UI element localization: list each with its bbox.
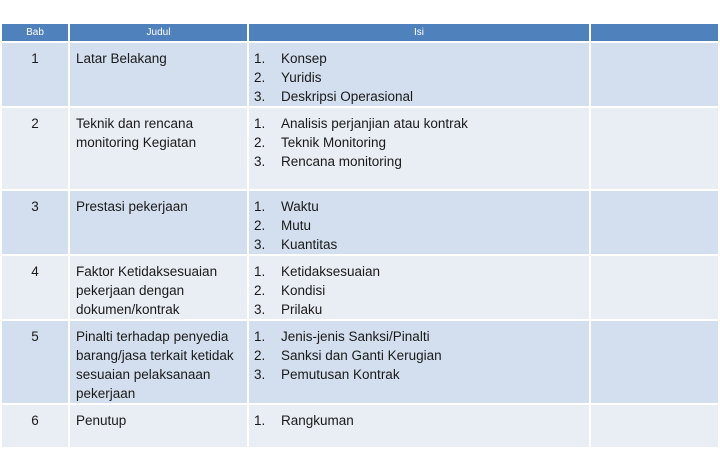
list-item: 3. Kuantitas xyxy=(254,237,338,252)
chapter-title: Pinalti terhadap penyedia barang/jasa terkait ketidak sesuaian pelaksanaan pekerjaan xyxy=(70,321,247,403)
header-isi: Isi xyxy=(249,24,589,41)
header-bab: Bab xyxy=(2,24,68,41)
chapter-number: 6 xyxy=(2,405,68,447)
list-item: 2. Mutu xyxy=(254,218,312,233)
chapter-number: 1 xyxy=(2,43,68,106)
list-item: 2. Teknik Monitoring xyxy=(254,135,387,150)
list-item: 1. Analisis perjanjian atau kontrak xyxy=(254,116,468,131)
table-row xyxy=(2,191,718,254)
item-text: Pemutusan Kontrak xyxy=(281,367,400,382)
chapter-items xyxy=(249,43,589,106)
list-item: 1. Konsep xyxy=(254,51,327,66)
list-item: 1. Ketidaksesuaian xyxy=(254,264,381,279)
table-row xyxy=(2,108,718,189)
chapter-items xyxy=(249,321,589,403)
item-text: Mutu xyxy=(281,218,312,233)
chapter-title: Prestasi pekerjaan xyxy=(70,191,247,254)
empty-cell xyxy=(591,191,718,254)
chapter-items xyxy=(249,405,589,447)
list-item: 1. Waktu xyxy=(254,199,319,214)
item-text: Yuridis xyxy=(281,70,322,85)
list-item: 2. Kondisi xyxy=(254,283,326,298)
header-empty xyxy=(591,24,718,41)
empty-cell xyxy=(591,43,718,106)
table-row xyxy=(2,43,718,106)
chapter-title: Penutup xyxy=(70,405,247,447)
item-text: Ketidaksesuaian xyxy=(281,264,381,279)
list-item: 3. Rencana monitoring xyxy=(254,154,402,169)
chapter-items xyxy=(249,191,589,254)
empty-cell xyxy=(591,256,718,319)
item-text: Kondisi xyxy=(281,283,326,298)
header-row xyxy=(2,24,718,41)
header-judul: Judul xyxy=(70,24,247,41)
empty-cell xyxy=(591,405,718,447)
chapter-items xyxy=(249,108,589,189)
list-item: 2. Yuridis xyxy=(254,70,322,85)
empty-cell xyxy=(591,321,718,403)
list-item: 3. Prilaku xyxy=(254,302,323,317)
list-item: 1. Jenis-jenis Sanksi/Pinalti xyxy=(254,329,430,344)
list-item: 2. Sanksi dan Ganti Kerugian xyxy=(254,348,442,363)
content-table xyxy=(0,22,720,449)
list-item: 1. Rangkuman xyxy=(254,413,354,428)
item-text: Analisis perjanjian atau kontrak xyxy=(281,116,468,131)
item-text: Waktu xyxy=(281,199,319,214)
item-text: Teknik Monitoring xyxy=(281,135,387,150)
item-text: Prilaku xyxy=(281,302,323,317)
item-text: Rencana monitoring xyxy=(281,154,402,169)
chapter-title: Faktor Ketidaksesuaian pekerjaan dengan dokumen/kontrak xyxy=(70,256,247,319)
item-text: Konsep xyxy=(281,51,327,66)
empty-cell xyxy=(591,108,718,189)
item-text: Sanksi dan Ganti Kerugian xyxy=(281,348,442,363)
table-row xyxy=(2,405,718,447)
chapter-number: 3 xyxy=(2,191,68,254)
chapter-title: Teknik dan rencana monitoring Kegiatan xyxy=(70,108,247,189)
list-item: 3. Deskripsi Operasional xyxy=(254,89,414,104)
item-text: Kuantitas xyxy=(281,237,338,252)
item-text: Rangkuman xyxy=(281,413,354,428)
chapter-title: Latar Belakang xyxy=(70,43,247,106)
table-row xyxy=(2,321,718,403)
chapter-number: 2 xyxy=(2,108,68,189)
chapter-number: 4 xyxy=(2,256,68,319)
chapter-items xyxy=(249,256,589,319)
list-item: 3. Pemutusan Kontrak xyxy=(254,367,400,382)
item-text: Jenis-jenis Sanksi/Pinalti xyxy=(281,329,430,344)
chapter-number: 5 xyxy=(2,321,68,403)
item-text: Deskripsi Operasional xyxy=(281,89,414,104)
table-row xyxy=(2,256,718,319)
